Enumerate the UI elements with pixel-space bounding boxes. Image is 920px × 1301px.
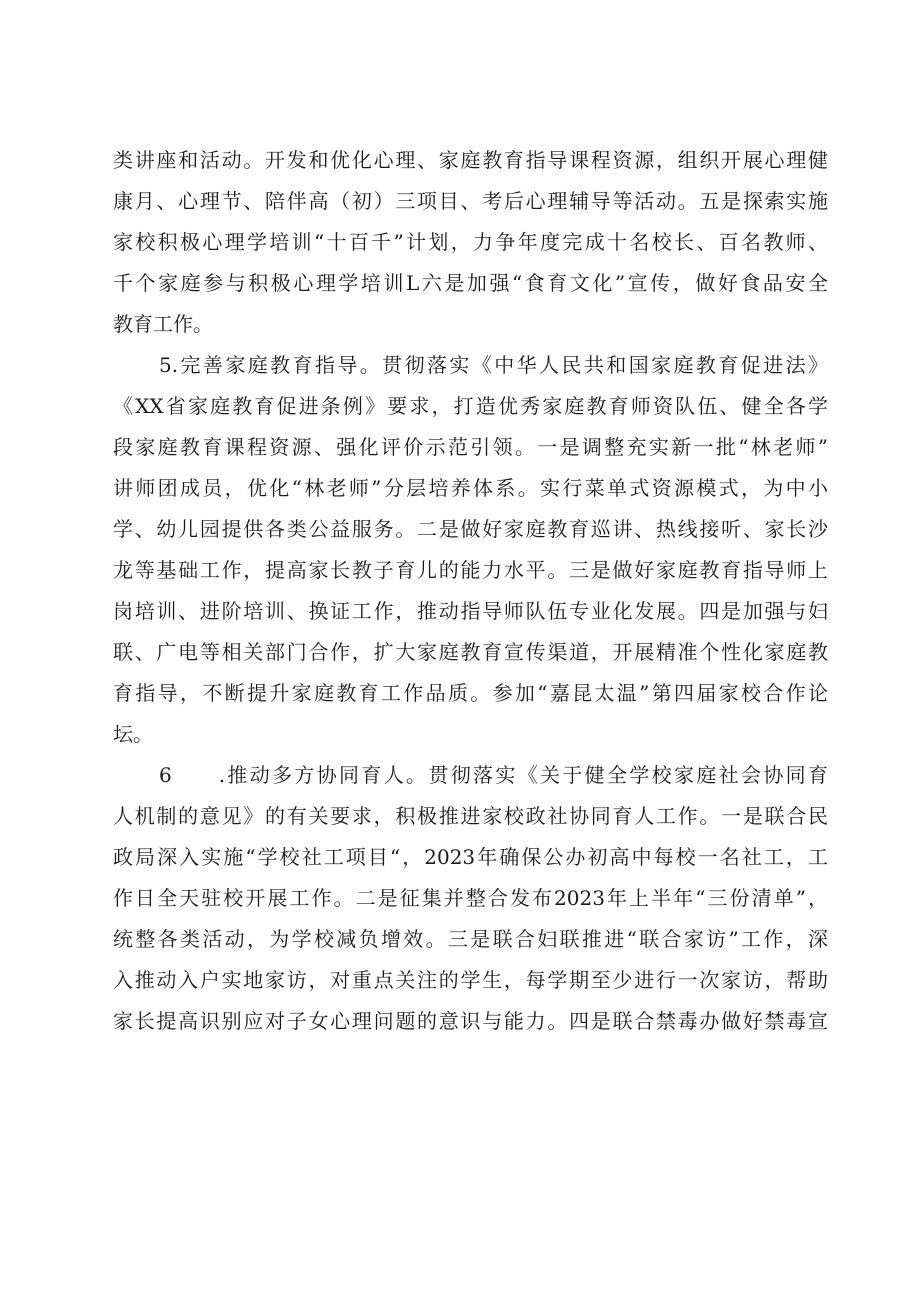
document-page: [113, 140, 828, 1042]
text-line: 家校积极心理学培训“十百千”计划，力争年度完成十名校长、百名教师、: [113, 230, 828, 254]
text-line: 5.完善家庭教育指导。贯彻落实《中华人民共和国家庭教育促进法》: [159, 353, 828, 377]
paragraph-psychology-education: [113, 140, 828, 345]
text-line: 康月、心理节、陪伴高（初）三项目、考后心理辅导等活动。五是探索实施: [113, 189, 828, 213]
text-line: 联、广电等相关部门合作，扩大家庭教育宣传渠道，开展精准个性化家庭教: [113, 640, 828, 664]
text-line: 作日全天驻校开展工作。二是征集并整合发布2023年上半年“三份清单”，: [113, 886, 828, 910]
text-line: 《XX省家庭教育促进条例》要求，打造优秀家庭教育师资队伍、健全各学: [113, 394, 828, 418]
text-line: 政局深入实施“学校社工项目“，2023年确保公办初高中每校一名社工，工: [113, 845, 828, 869]
text-line: 段家庭教育课程资源、强化评价示范引领。一是调整充实新一批“林老师”: [113, 435, 828, 459]
text-line: 讲师团成员，优化“林老师”分层培养体系。实行菜单式资源模式，为中小: [113, 476, 828, 500]
text-line: 6 .推动多方协同育人。贯彻落实《关于健全学校家庭社会协同育: [159, 763, 828, 787]
text-line: 育指导，不断提升家庭教育工作品质。参加“嘉昆太温”第四届家校合作论: [113, 681, 828, 705]
paragraph-family-education-guidance: [113, 345, 828, 755]
paragraph-collaborative-education: [113, 755, 828, 1042]
text-line: 统整各类活动，为学校减负增效。三是联合妇联推进“联合家访”工作，深: [113, 927, 828, 951]
text-line: 人机制的意见》的有关要求，积极推进家校政社协同育人工作。一是联合民: [113, 804, 828, 828]
text-line: 类讲座和活动。开发和优化心理、家庭教育指导课程资源，组织开展心理健: [113, 148, 828, 172]
text-line: 坛。: [113, 722, 153, 746]
text-line: 入推动入户实地家访，对重点关注的学生，每学期至少进行一次家访，帮助: [113, 968, 828, 992]
text-line: 教育工作。: [113, 312, 213, 336]
text-line: 学、幼儿园提供各类公益服务。二是做好家庭教育巡讲、热线接听、家长沙: [113, 517, 828, 541]
text-line: 龙等基础工作，提高家长教子育儿的能力水平。三是做好家庭教育指导师上: [113, 558, 828, 582]
text-line: 岗培训、进阶培训、换证工作，推动指导师队伍专业化发展。四是加强与妇: [113, 599, 828, 623]
text-line: 家长提高识别应对子女心理问题的意识与能力。四是联合禁毒办做好禁毒宣: [113, 1009, 828, 1033]
text-line: 千个家庭参与积极心理学培训L六是加强“食育文化”宣传，做好食品安全: [113, 271, 828, 295]
